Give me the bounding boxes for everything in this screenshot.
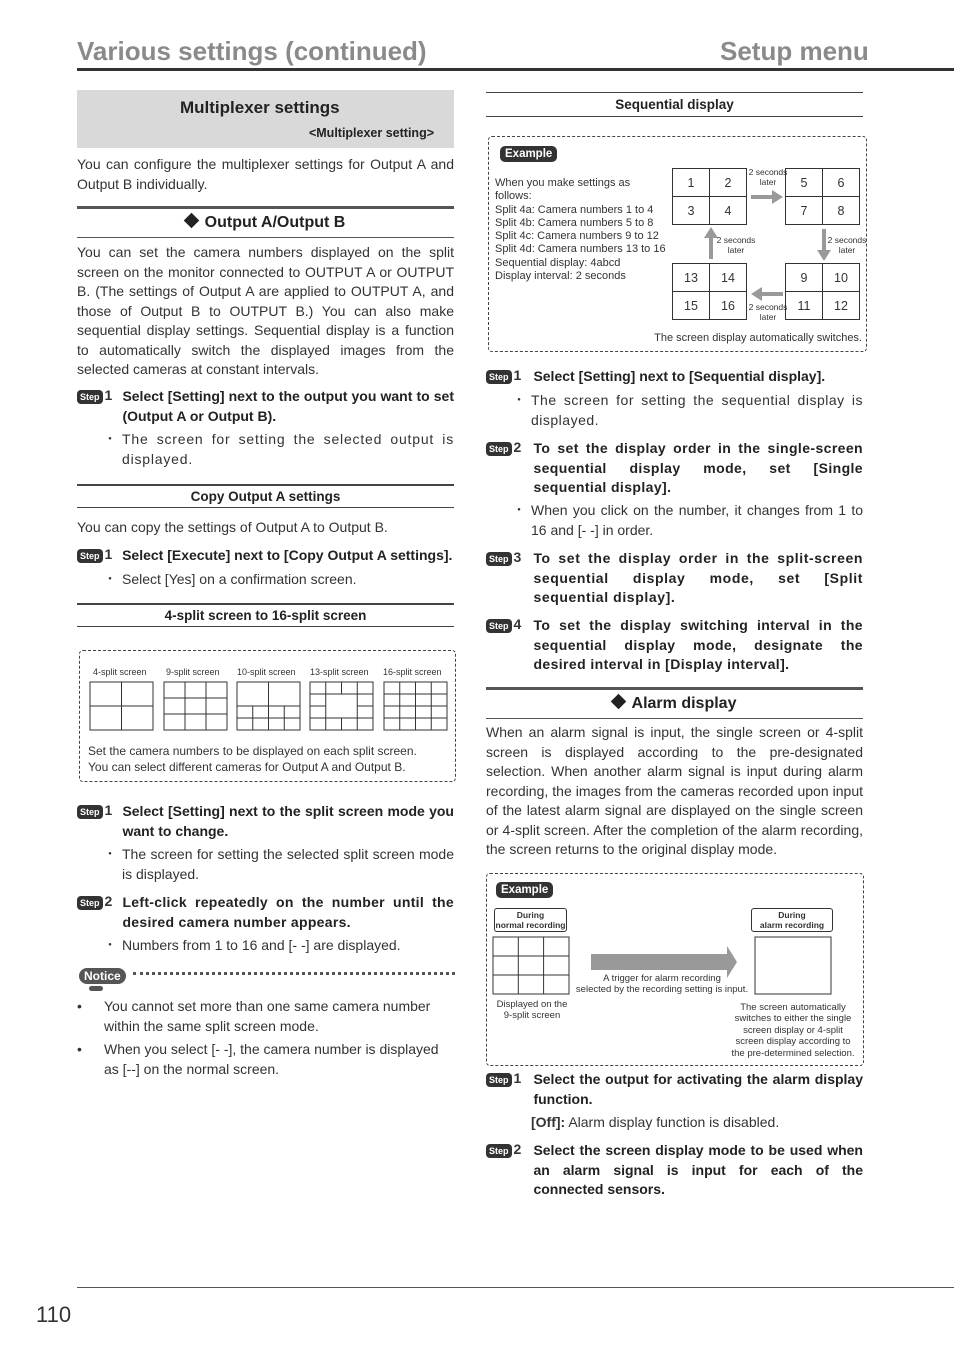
seq-step-1: Step 1 Select [Setting] next to [Sequential display]. bbox=[486, 367, 863, 387]
copy-intro: You can copy the settings of Output A to Output B. bbox=[77, 519, 388, 535]
seq-cell: 1 bbox=[672, 168, 710, 197]
copy-step-1-text: Select [Execute] next to [Copy Output A settings]. bbox=[122, 547, 453, 563]
step-badge: Step bbox=[486, 552, 512, 566]
seq-cell: 6 bbox=[822, 168, 860, 197]
alarm-step-1-text: Select the output for activating the alarm display function. bbox=[533, 1071, 863, 1107]
seq-cell: 15 bbox=[672, 291, 710, 320]
notice-header bbox=[77, 966, 457, 992]
alarm-heading-label: Alarm display bbox=[631, 695, 737, 712]
seq-cell: 2 bbox=[709, 168, 747, 197]
diamond-icon bbox=[610, 694, 626, 710]
notice-item-2: • When you select [- -], the camera number is displayed as [--] on the normal screen. bbox=[77, 1041, 439, 1077]
seq-heading: Sequential display bbox=[486, 92, 863, 117]
seq-step-4-text: To set the display switching interval in the sequential display mode, designate the desired interval in [Display interval]. bbox=[533, 617, 863, 672]
split-step-1-bullet: ・ The screen for setting the selected split screen mode is displayed. bbox=[103, 846, 454, 882]
notice-badge: Notice bbox=[79, 968, 126, 984]
notice-dots bbox=[133, 972, 455, 975]
alarm-example bbox=[486, 873, 864, 1066]
seq-cell: 10 bbox=[822, 263, 860, 292]
seq-step-2-bullet: ・ When you click on the number, it changes from 1 to 16 and [- -] in order. bbox=[512, 502, 863, 538]
output-heading bbox=[77, 206, 454, 238]
later-label-1: 2 seconds later bbox=[748, 167, 788, 187]
seq-cell: 12 bbox=[822, 291, 860, 320]
seq-caption: The screen display automatically switches. bbox=[654, 332, 862, 344]
split-label-13: 13-split screen bbox=[310, 667, 369, 677]
split-step-1: Step 1 Select [Setting] next to the split screen mode you want to change. bbox=[77, 802, 454, 841]
split-13-layout bbox=[310, 682, 373, 730]
split-caption: Set the camera numbers to be displayed on each split screen. You can select different cameras for Output A and Output B. bbox=[88, 744, 417, 774]
later-label-2: 2 seconds later bbox=[827, 235, 867, 255]
step-badge: Step bbox=[486, 1144, 512, 1158]
step-badge: Step bbox=[77, 896, 103, 910]
copy-heading: Copy Output A settings bbox=[77, 484, 454, 508]
copy-step-1-bullet: ・ Select [Yes] on a confirmation screen. bbox=[103, 571, 357, 587]
step-badge: Step bbox=[486, 370, 512, 384]
seq-cell: 13 bbox=[672, 263, 710, 292]
split-label-16: 16-split screen bbox=[383, 667, 442, 677]
header-rule bbox=[77, 68, 954, 71]
seq-cell: 4 bbox=[709, 196, 747, 225]
seq-cell: 9 bbox=[785, 263, 823, 292]
output-step-1-text: Select [Setting] next to the output you want to set (Output A or Output B). bbox=[122, 388, 454, 424]
split-heading: 4-split screen to 16-split screen bbox=[77, 603, 454, 627]
notice-item-1: • You cannot set more than one same camera number within the same split screen mode. bbox=[77, 998, 431, 1034]
output-step-1-bullet: ・ The screen for setting the selected output is displayed. bbox=[103, 431, 454, 467]
intro-text: You can configure the multiplexer settings for Output A and Output B individually. bbox=[77, 156, 454, 192]
seq-step-1-text: Select [Setting] next to [Sequential display]. bbox=[533, 368, 826, 384]
split-10-layout bbox=[237, 682, 300, 730]
notice-icon bbox=[89, 986, 103, 991]
seq-cell: 5 bbox=[785, 168, 823, 197]
split-step-1-text: Select [Setting] next to the split screen mode you want to change. bbox=[122, 803, 454, 839]
normal-recording-label: During normal recording bbox=[495, 910, 566, 930]
footer-rule bbox=[77, 1287, 954, 1288]
split-step-2-bullet: ・ Numbers from 1 to 16 and [- -] are displayed. bbox=[103, 937, 401, 953]
later-label-3: 2 seconds later bbox=[748, 302, 788, 322]
seq-cell: 14 bbox=[709, 263, 747, 292]
seq-cell: 3 bbox=[672, 196, 710, 225]
step-badge: Step bbox=[77, 549, 103, 563]
output-step-1: Step 1 Select [Setting] next to the output you want to set (Output A or Output B). bbox=[77, 387, 454, 426]
split-step-2-text: Left-click repeatedly on the number until the desired camera number appears. bbox=[122, 894, 454, 930]
step-badge: Step bbox=[77, 390, 103, 404]
page-header-section: Setup menu bbox=[720, 36, 869, 66]
alarm-heading bbox=[486, 687, 863, 719]
seq-example bbox=[488, 136, 867, 352]
diamond-icon bbox=[183, 213, 199, 229]
split-16-layout bbox=[384, 682, 447, 730]
alarm-recording-label: During alarm recording bbox=[751, 908, 833, 932]
example-badge: Example bbox=[500, 146, 557, 162]
split-9-layout bbox=[164, 682, 227, 730]
step-badge: Step bbox=[486, 442, 512, 456]
alarm-right-caption: The screen automatically switches to either the single screen display or 4-split screen display according to the pre-determined selection. bbox=[731, 1002, 855, 1059]
section-title: Multiplexer settings bbox=[180, 98, 340, 117]
seq-cell: 8 bbox=[822, 196, 860, 225]
step-badge: Step bbox=[486, 619, 512, 633]
step-badge: Step bbox=[486, 1073, 512, 1087]
copy-step-1: Step 1 Select [Execute] next to [Copy Output A settings]. bbox=[77, 546, 454, 566]
alarm-step-1: Step 1 Select the output for activating the alarm display function. bbox=[486, 1070, 863, 1109]
seq-cell: 16 bbox=[709, 291, 747, 320]
seq-cell: 11 bbox=[785, 291, 823, 320]
page-header-title: Various settings (continued) bbox=[77, 36, 427, 66]
alarm-body: When an alarm signal is input, the single screen or 4-split screen is displayed according to the pre-designated selection. When another alarm signal is input during alarm recording, the images from the cameras recorded upon input of the latest alarm signal are displayed on the single screen or 4-split screen. After the completion of the alarm recording, the screen returns to the original display mode. bbox=[486, 724, 863, 857]
alarm-step-2-text: Select the screen display mode to be used when an alarm signal is input for each of the connected sensors. bbox=[533, 1142, 863, 1197]
seq-step-4: Step 4 To set the display switching interval in the sequential display mode, designate the desired interval in [Display interval]. bbox=[486, 616, 863, 675]
seq-step-3: Step 3 To set the display order in the split-screen sequential display mode, set [Split sequential display]. bbox=[486, 549, 863, 608]
seq-arrows bbox=[489, 137, 868, 353]
later-label-4: 2 seconds later bbox=[716, 235, 756, 255]
seq-step-2: Step 2 To set the display order in the single-screen sequential display mode, set [Single sequential display]. bbox=[486, 439, 863, 498]
split-label-4: 4-split screen bbox=[93, 667, 147, 677]
seq-settings: When you make settings as follows: Split 4a: Camera numbers 1 to 4 Split 4b: Camera numbers 5 to 8 Split 4c: Camera numbers 9 to 12 Split 4d: Camera numbers 13 to 16 Sequential display: 4abcd Display interval: 2 seconds bbox=[495, 177, 666, 283]
output-body: You can set the camera numbers displayed on the split screen on the monitor connected to OUTPUT A or OUTPUT B. (The settings of Output A are applied to OUTPUT A, and those of Output B to OUTPUT B.) You can also make sequential display settings. Sequential display is a function to automatically switch the displayed images from the selected cameras at constant intervals. bbox=[77, 244, 454, 377]
alarm-off-option: [Off]: Alarm display function is disabled. bbox=[531, 1114, 780, 1130]
alarm-left-caption: Displayed on the 9-split screen bbox=[496, 999, 568, 1021]
section-title-box bbox=[77, 90, 454, 148]
alarm-step-2: Step 2 Select the screen display mode to be used when an alarm signal is input for each of the connected sensors. bbox=[486, 1141, 863, 1200]
example-badge: Example bbox=[496, 882, 553, 898]
seq-step-3-text: To set the display order in the split-screen sequential display mode, set [Split sequential display]. bbox=[533, 550, 863, 605]
split-step-2: Step 2 Left-click repeatedly on the number until the desired camera number appears. bbox=[77, 893, 454, 932]
step-badge: Step bbox=[77, 805, 103, 819]
seq-step-2-text: To set the display order in the single-screen sequential display mode, set [Single sequential display]. bbox=[533, 440, 863, 495]
alarm-trigger-caption: A trigger for alarm recording selected by the recording setting is input. bbox=[575, 973, 749, 995]
output-heading-label: Output A/Output B bbox=[204, 214, 346, 231]
split-label-9: 9-split screen bbox=[166, 667, 220, 677]
split-label-10: 10-split screen bbox=[237, 667, 296, 677]
seq-step-1-bullet: ・ The screen for setting the sequential display is displayed. bbox=[512, 392, 863, 428]
seq-cell: 7 bbox=[785, 196, 823, 225]
split-4-layout bbox=[90, 682, 153, 730]
page-number: 110 bbox=[36, 1302, 72, 1327]
split-layouts bbox=[80, 681, 457, 733]
split-diagram bbox=[79, 650, 456, 782]
section-subtitle: <Multiplexer setting> bbox=[308, 126, 434, 140]
